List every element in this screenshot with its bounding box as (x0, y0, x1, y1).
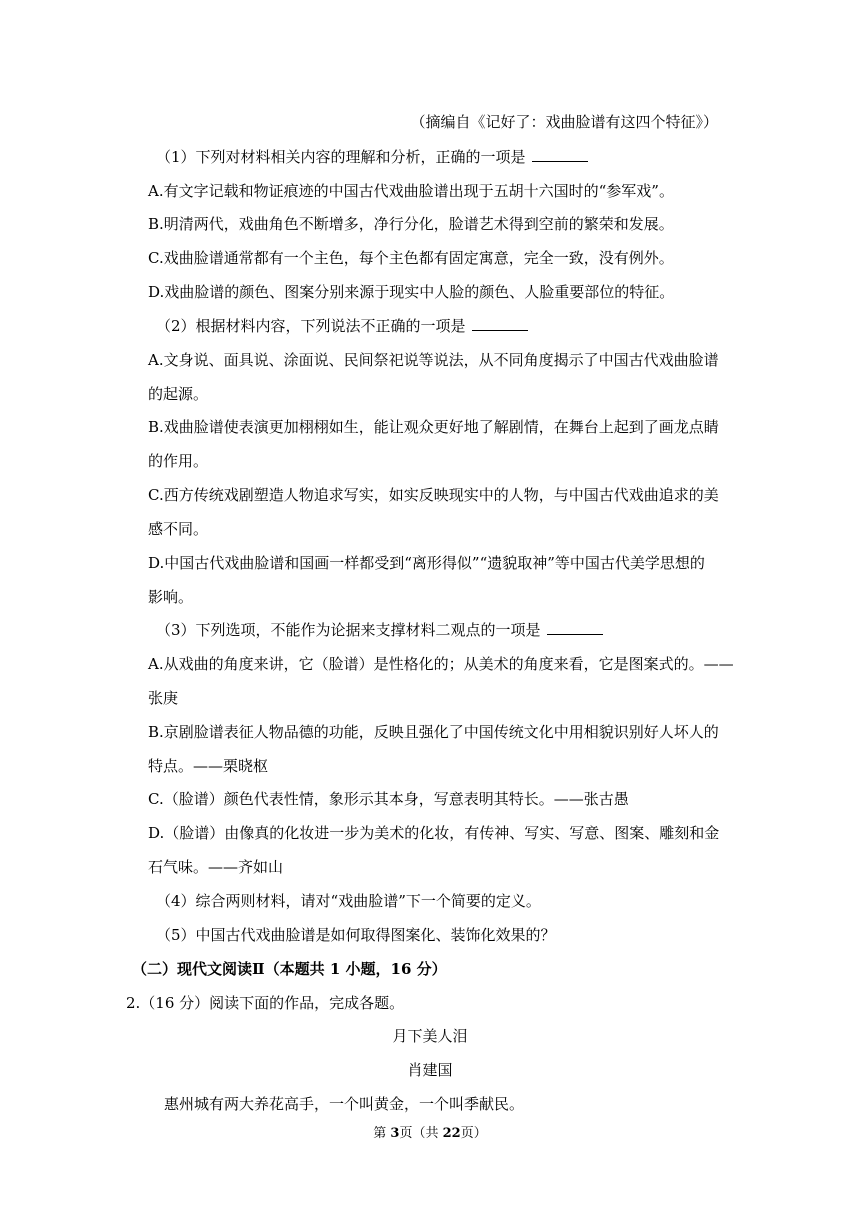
question-1-stem-text: （1）下列对材料相关内容的理解和分析，正确的一项是 (156, 148, 526, 166)
answer-blank-2 (472, 316, 528, 331)
question-1-option-d: D.戏曲脸谱的颜色、图案分别来源于现实中人脸的颜色、人脸重要部位的特征。 (148, 283, 675, 301)
question-3-option-c: C.（脸谱）颜色代表性情，象形示其本身，写意表明其特长。——张古愚 (148, 790, 629, 808)
question-2-option-a-line1: A.文身说、面具说、涂面说、民间祭祀说等说法，从不同角度揭示了中国古代戏曲脸谱 (148, 351, 719, 369)
question-2-option-a-line2: 的起源。 (148, 385, 209, 403)
footer-page-number: 3 (390, 1126, 400, 1141)
question-3-stem (156, 620, 603, 640)
answer-blank-1 (532, 147, 588, 162)
question-5: （5）中国古代戏曲脸谱是如何取得图案化、装饰化效果的？ (156, 926, 556, 944)
page-footer (0, 1125, 860, 1143)
footer-prefix: 第 (373, 1126, 391, 1141)
footer-suffix: 页） (460, 1126, 487, 1141)
footer-total-pages: 22 (442, 1126, 461, 1141)
question-2-option-d-line1: D.中国古代戏曲脸谱和国画一样都受到“离形得似”“遗貌取神”等中国古代美学思想的 (148, 554, 705, 572)
question-3-option-d-line2: 石气味。——齐如山 (148, 858, 284, 876)
question-2-option-c-line2: 感不同。 (148, 520, 209, 538)
story-title: 月下美人泪 (392, 1027, 468, 1045)
question-1-option-b: B.明清两代，戏曲角色不断增多，净行分化，脸谱艺术得到空前的繁荣和发展。 (148, 215, 674, 233)
story-first-paragraph: 惠州城有两大养花高手，一个叫黄金，一个叫季献民。 (164, 1095, 525, 1113)
source-citation: （摘编自《记好了：戏曲脸谱有这四个特征》） (410, 113, 718, 131)
question-2-stem-text: （2）根据材料内容，下列说法不正确的一项是 (156, 317, 466, 335)
question-4: （4）综合两则材料，请对“戏曲脸谱”下一个简要的定义。 (156, 892, 541, 910)
question-3-option-a-line2: 张庚 (148, 689, 179, 707)
question-3-option-d-line1: D.（脸谱）由像真的化妆进一步为美术的化妆，有传神、写实、写意、图案、雕刻和金 (148, 824, 720, 842)
question-2-option-d-line2: 影响。 (148, 588, 194, 606)
question-2-option-c-line1: C.西方传统戏剧塑造人物追求写实，如实反映现实中的人物，与中国古代戏曲追求的美 (148, 486, 719, 504)
question-2-intro: 2.（16 分）阅读下面的作品，完成各题。 (126, 994, 405, 1012)
section-heading: （二）现代文阅读Ⅱ（本题共 1 小题，16 分） (132, 960, 447, 978)
question-3-option-b-line2: 特点。——栗晓枢 (148, 757, 269, 775)
answer-blank-3 (547, 620, 603, 635)
footer-middle: 页（共 (399, 1126, 443, 1141)
question-2-stem (156, 316, 528, 336)
story-author: 肖建国 (407, 1061, 453, 1079)
question-1-option-a: A.有文字记载和物证痕迹的中国古代戏曲脸谱出现于五胡十六国时的“参军戏”。 (148, 182, 674, 200)
question-2-option-b-line2: 的作用。 (148, 452, 209, 470)
question-1-option-c: C.戏曲脸谱通常都有一个主色，每个主色都有固定寓意，完全一致，没有例外。 (148, 249, 674, 267)
question-3-option-b-line1: B.京剧脸谱表征人物品德的功能，反映且强化了中国传统文化中用相貌识别好人坏人的 (148, 723, 719, 741)
question-1-stem (156, 147, 588, 167)
question-3-option-a-line1: A.从戏曲的角度来讲，它（脸谱）是性格化的；从美术的角度来看，它是图案式的。—— (148, 655, 734, 673)
question-3-stem-text: （3）下列选项，不能作为论据来支撑材料二观点的一项是 (156, 621, 541, 639)
question-2-option-b-line1: B.戏曲脸谱使表演更加栩栩如生，能让观众更好地了解剧情，在舞台上起到了画龙点睛 (148, 418, 719, 436)
